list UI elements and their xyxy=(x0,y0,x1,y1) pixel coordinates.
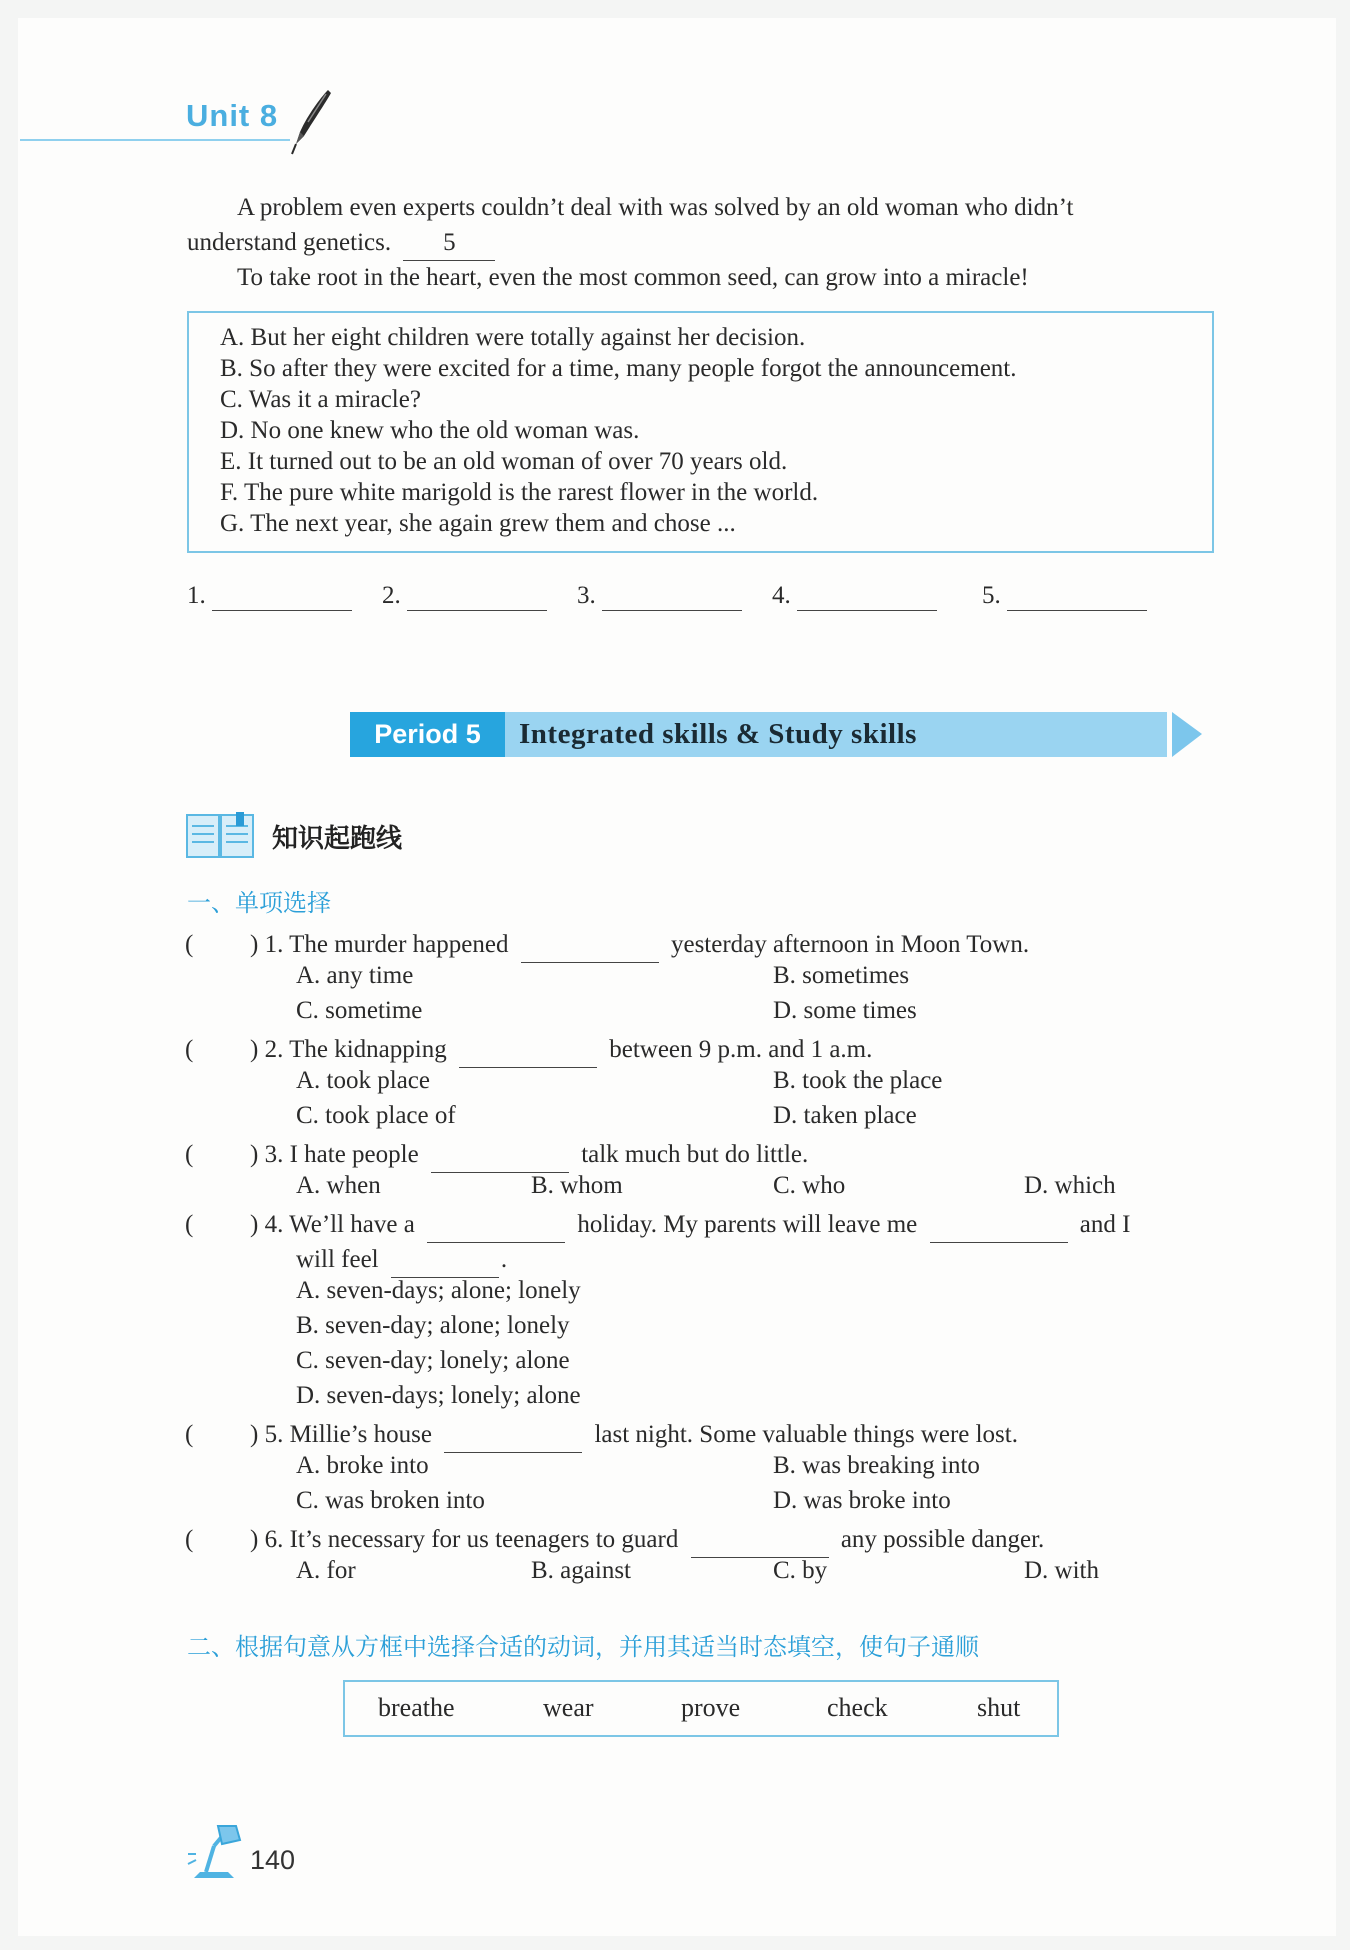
q2-stem xyxy=(250,1032,872,1068)
q2-choice-d[interactable]: D. taken place xyxy=(773,1102,917,1129)
q4-paren: ( xyxy=(185,1211,194,1238)
option-e: E. It turned out to be an old woman of over 70 years old. xyxy=(220,448,788,475)
q2-text: ) 2. The kidnapping xyxy=(250,1036,447,1063)
book-icon xyxy=(186,812,256,862)
q6-blank[interactable] xyxy=(691,1522,829,1558)
lamp-icon xyxy=(184,1820,244,1882)
answer-item-4 xyxy=(772,582,937,611)
q5-blank[interactable] xyxy=(444,1417,582,1453)
q5-choice-a[interactable]: A. broke into xyxy=(296,1452,429,1479)
q1-paren: ( xyxy=(185,931,194,958)
reading-para-1b xyxy=(187,225,495,261)
q3-choice-c[interactable]: C. who xyxy=(773,1172,846,1199)
answer-item-3 xyxy=(577,582,742,611)
option-g: G. The next year, she again grew them and chose ... xyxy=(220,510,736,537)
q5-choice-c[interactable]: C. was broken into xyxy=(296,1487,485,1514)
period-tag: Period 5 xyxy=(350,712,505,757)
q4-period: . xyxy=(500,1246,508,1273)
q3-paren: ( xyxy=(185,1141,194,1168)
q4-choice-c[interactable]: C. seven-day; lonely; alone xyxy=(296,1347,570,1374)
part1-heading: 一、单项选择 xyxy=(187,889,331,917)
page-number: 140 xyxy=(250,1845,296,1875)
q2-blank[interactable] xyxy=(459,1032,597,1068)
q1-text: ) 1. The murder happened xyxy=(250,931,509,958)
q4-blank-2[interactable] xyxy=(930,1207,1068,1243)
q2-paren: ( xyxy=(185,1036,194,1063)
unit-rule xyxy=(20,139,290,141)
q5-choice-b[interactable]: B. was breaking into xyxy=(773,1452,980,1479)
answer-blank[interactable] xyxy=(602,582,742,611)
q2-choice-c[interactable]: C. took place of xyxy=(296,1102,456,1129)
q2-choice-b[interactable]: B. took the place xyxy=(773,1067,943,1094)
q2-after: between 9 p.m. and 1 a.m. xyxy=(609,1036,873,1063)
q1-choice-a[interactable]: A. any time xyxy=(296,962,414,989)
q1-blank[interactable] xyxy=(521,927,659,963)
answer-item-5 xyxy=(982,582,1147,611)
answer-label: 2. xyxy=(382,582,401,609)
q5-choice-d[interactable]: D. was broke into xyxy=(773,1487,951,1514)
answer-blank-5[interactable]: 5 xyxy=(403,225,495,261)
q5-paren: ( xyxy=(185,1421,194,1448)
q1-stem xyxy=(250,927,1029,963)
q5-after: last night. Some valuable things were lost. xyxy=(594,1421,1018,1448)
q4-text: ) 4. We’ll have a xyxy=(250,1211,415,1238)
q3-choice-a[interactable]: A. when xyxy=(296,1172,381,1199)
q3-stem xyxy=(250,1137,808,1173)
reading-para-1b-text: understand genetics. xyxy=(187,229,392,256)
option-b: B. So after they were excited for a time, many people forgot the announcement. xyxy=(220,355,1017,382)
q4-mid: holiday. My parents will leave me xyxy=(577,1211,918,1238)
arrow-icon xyxy=(1172,712,1204,757)
q4-blank-3[interactable] xyxy=(391,1242,499,1278)
q1-choice-b[interactable]: B. sometimes xyxy=(773,962,910,989)
unit-title: Unit 8 xyxy=(186,98,279,133)
q6-choice-b[interactable]: B. against xyxy=(531,1557,631,1584)
q1-after: yesterday afternoon in Moon Town. xyxy=(670,931,1030,958)
q3-choice-b[interactable]: B. whom xyxy=(531,1172,623,1199)
q4-blank-1[interactable] xyxy=(427,1207,565,1243)
answer-blank[interactable] xyxy=(1007,582,1147,611)
q6-text: ) 6. It’s necessary for us teenagers to guard xyxy=(250,1526,679,1553)
section-title: 知识起跑线 xyxy=(272,824,403,854)
q2-choice-a[interactable]: A. took place xyxy=(296,1067,430,1094)
q6-paren: ( xyxy=(185,1526,194,1553)
answer-blank[interactable] xyxy=(407,582,547,611)
option-f: F. The pure white marigold is the rarest flower in the world. xyxy=(220,479,819,506)
q4-line2: will feel xyxy=(296,1246,379,1273)
q3-text: ) 3. I hate people xyxy=(250,1141,419,1168)
q3-choice-d[interactable]: D. which xyxy=(1024,1172,1116,1199)
q3-blank[interactable] xyxy=(431,1137,569,1173)
answer-blank[interactable] xyxy=(212,582,352,611)
q3-after: talk much but do little. xyxy=(581,1141,809,1168)
q5-text: ) 5. Millie’s house xyxy=(250,1421,432,1448)
q6-choice-c[interactable]: C. by xyxy=(773,1557,828,1584)
q5-stem xyxy=(250,1417,1018,1453)
answer-item-1 xyxy=(187,582,352,611)
word-check: check xyxy=(827,1693,888,1722)
reading-para-2: To take root in the heart, even the most common seed, can grow into a miracle! xyxy=(237,264,1029,291)
q4-end: and I xyxy=(1079,1211,1131,1238)
answer-label: 3. xyxy=(577,582,596,609)
q6-choice-d[interactable]: D. with xyxy=(1024,1557,1099,1584)
q4-stem-line2 xyxy=(296,1242,507,1278)
q6-stem xyxy=(250,1522,1044,1558)
answer-label: 1. xyxy=(187,582,206,609)
reading-para-1a: A problem even experts couldn’t deal with was solved by an old woman who didn’t xyxy=(237,194,1074,221)
word-wear: wear xyxy=(543,1693,594,1722)
word-shut: shut xyxy=(977,1693,1021,1722)
q6-choice-a[interactable]: A. for xyxy=(296,1557,356,1584)
q1-choice-d[interactable]: D. some times xyxy=(773,997,917,1024)
option-d: D. No one knew who the old woman was. xyxy=(220,417,640,444)
answer-item-2 xyxy=(382,582,547,611)
word-breathe: breathe xyxy=(378,1693,455,1722)
answer-label: 4. xyxy=(772,582,791,609)
answer-blank[interactable] xyxy=(797,582,937,611)
q4-choice-a[interactable]: A. seven-days; alone; lonely xyxy=(296,1277,581,1304)
option-c: C. Was it a miracle? xyxy=(220,386,421,413)
answer-label: 5. xyxy=(982,582,1001,609)
q4-choice-d[interactable]: D. seven-days; lonely; alone xyxy=(296,1382,581,1409)
option-a: A. But her eight children were totally against her decision. xyxy=(220,324,806,351)
period-title: Integrated skills & Study skills xyxy=(505,712,1167,757)
q4-stem xyxy=(250,1207,1130,1243)
q4-choice-b[interactable]: B. seven-day; alone; lonely xyxy=(296,1312,570,1339)
q6-after: any possible danger. xyxy=(840,1526,1045,1553)
pen-icon xyxy=(288,88,334,156)
word-prove: prove xyxy=(681,1693,741,1722)
q1-choice-c[interactable]: C. sometime xyxy=(296,997,423,1024)
part2-heading: 二、根据句意从方框中选择合适的动词，并用其适当时态填空，使句子通顺 xyxy=(187,1633,979,1661)
